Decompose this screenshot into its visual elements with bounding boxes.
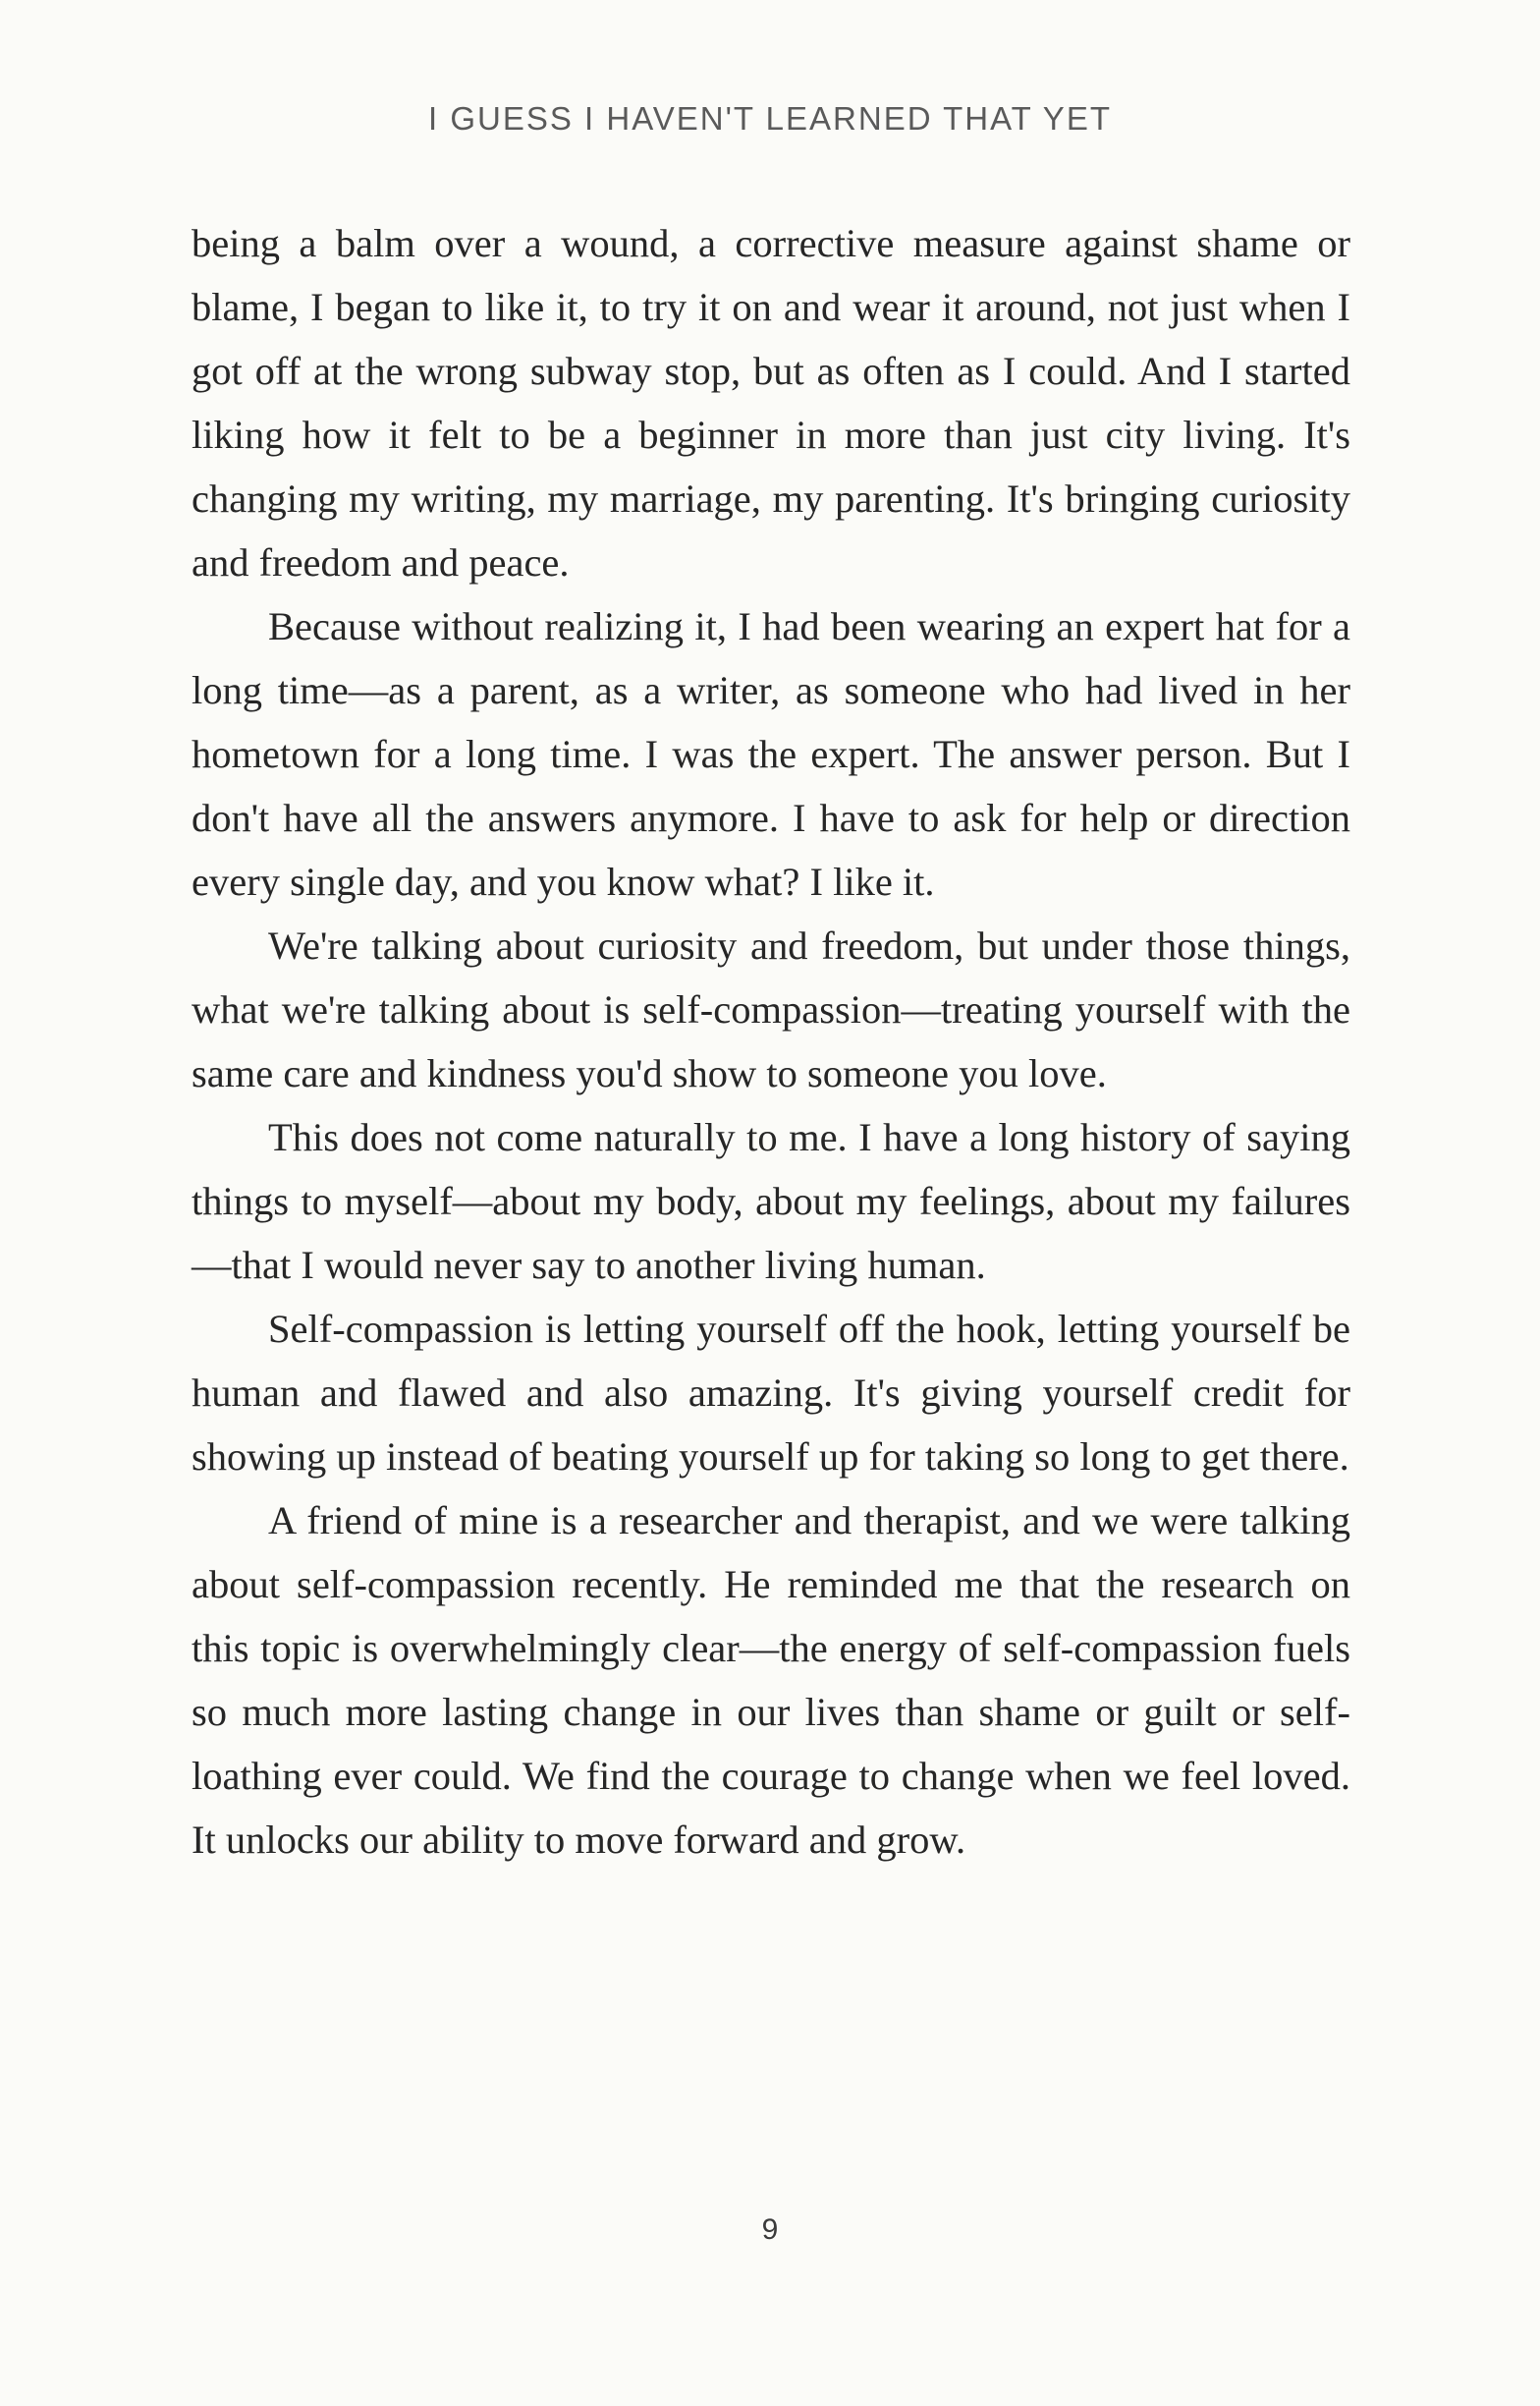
paragraph-5: Self-compassion is letting yourself off the hook, letting yourself be human and flawed and also amazing. It's giving yourself credit for showing up instead of beating yourself up for taking so long to get there. bbox=[192, 1307, 1350, 1479]
paragraph-2: Because without realizing it, I had been wearing an expert hat for a long time—as a parent, as a writer, as someone who had lived in her hometown for a long time. I was the expert. The answer person. But I don't have all the answers anymore. I have to ask for help or direction every single day, and you know what? I like it. bbox=[192, 604, 1350, 904]
body-text bbox=[192, 211, 1350, 1872]
paragraph-3: We're talking about curiosity and freedom, but under those things, what we're talking about is self-compassion—treating yourself with the same care and kindness you'd show to someone you love. bbox=[192, 923, 1350, 1095]
paragraph-4: This does not come naturally to me. I have a long history of saying things to myself—about my body, about my feelings, about my failures—that I would never say to another living human. bbox=[192, 1115, 1350, 1287]
paragraph-1: being a balm over a wound, a corrective measure against shame or blame, I began to like it, to try it on and wear it around, not just when I got off at the wrong subway stop, but as often as I could. And I started liking how it felt to be a beginner in more than just city living. It's changing my writing, my marriage, my parenting. It's bringing curiosity and freedom and peace. bbox=[192, 221, 1350, 585]
page-number: 9 bbox=[761, 2213, 779, 2246]
paragraph-6: A friend of mine is a researcher and therapist, and we were talking about self-compassion recently. He reminded me that the research on this topic is overwhelmingly clear—the energy of self-compassion fuels so much more lasting change in our lives than shame or guilt or self-loathing ever could. We find the courage to change when we feel loved. It unlocks our ability to move forward and grow. bbox=[192, 1498, 1350, 1862]
running-head: I GUESS I HAVEN'T LEARNED THAT YET bbox=[428, 100, 1112, 137]
